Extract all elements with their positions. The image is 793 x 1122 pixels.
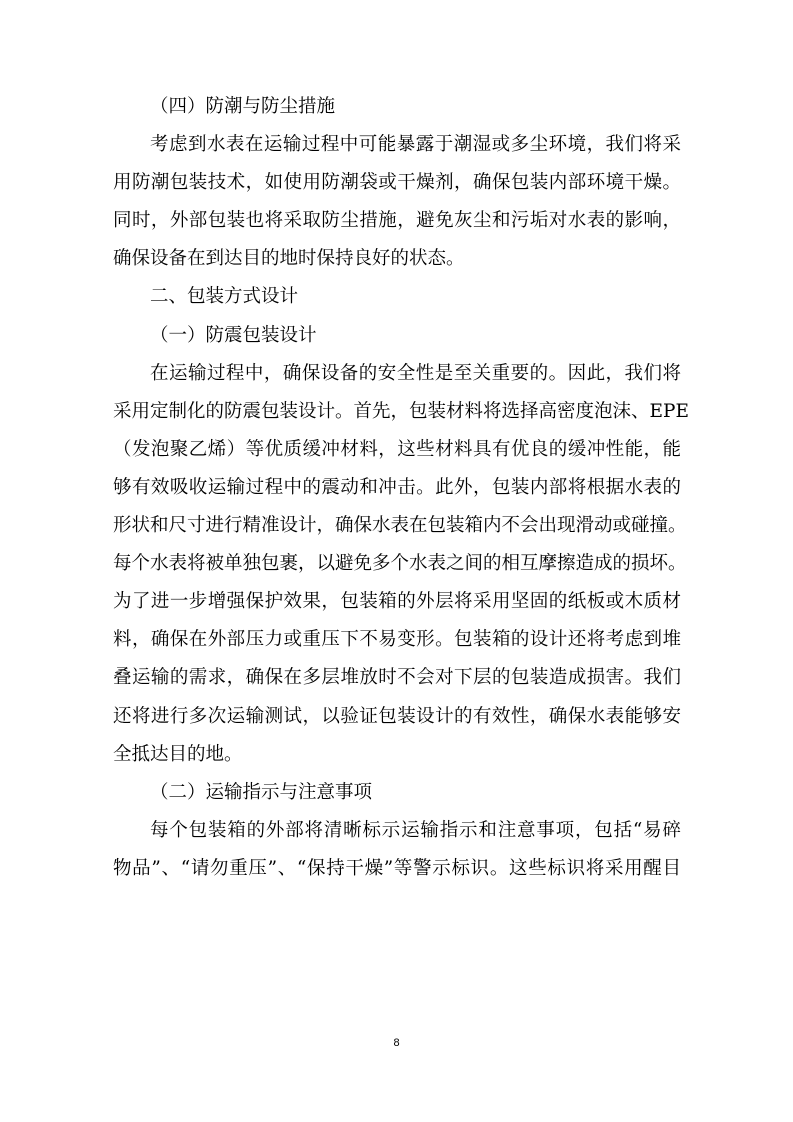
paragraph-line: 确保设备在到达目的地时保持良好的状态。: [113, 248, 465, 270]
paragraph-line: 每个水表将被单独包裹，以避免多个水表之间的相互摩擦造成的损坏。: [113, 553, 687, 575]
paragraph-line: 形状和尺寸进行精准设计，确保水表在包装箱内不会出现滑动或碰撞。: [113, 515, 687, 537]
paragraph-line: 采用定制化的防震包装设计。首先，包装材料将选择高密度泡沫、EPE: [113, 400, 689, 422]
paragraph-line: 物品”、“请勿重压”、“保持干燥”等警示标识。这些标识将采用醒目: [113, 857, 681, 879]
paragraph-line: 为了进一步增强保护效果，包装箱的外层将采用坚固的纸板或木质材: [113, 591, 681, 613]
paragraph-line: 叠运输的需求，确保在多层堆放时不会对下层的包装造成损害。我们: [113, 667, 681, 689]
paragraph-line: 够有效吸收运输过程中的震动和冲击。此外，包装内部将根据水表的: [113, 476, 681, 498]
section-heading-shockproof: （一）防震包装设计: [150, 324, 317, 346]
paragraph-line: 用防潮包装技术，如使用防潮袋或干燥剂，确保包装内部环境干燥。: [113, 172, 681, 194]
paragraph-line: 全抵达目的地。: [113, 743, 243, 765]
paragraph-line: 考虑到水表在运输过程中可能暴露于潮湿或多尘环境，我们将采: [150, 134, 681, 156]
paragraph-line: 在运输过程中，确保设备的安全性是至关重要的。因此，我们将: [150, 362, 681, 384]
section-heading-transport-notes: （二）运输指示与注意事项: [150, 781, 373, 803]
section-heading-moisture-dust: （四）防潮与防尘措施: [150, 96, 336, 117]
paragraph-line: （发泡聚乙烯）等优质缓冲材料，这些材料具有优良的缓冲性能，能: [113, 438, 681, 460]
paragraph-line: 还将进行多次运输测试，以验证包装设计的有效性，确保水表能够安: [113, 705, 681, 727]
page-number: 8: [393, 1037, 400, 1049]
section-heading-packaging-design: 二、包装方式设计: [150, 286, 299, 308]
document-body: [113, 88, 689, 888]
paragraph-line: 每个包装箱的外部将清晰标示运输指示和注意事项，包括“易碎: [150, 819, 681, 841]
paragraph-line: 同时，外部包装也将采取防尘措施，避免灰尘和污垢对水表的影响，: [113, 210, 681, 232]
paragraph-line: 料，确保在外部压力或重压下不易变形。包装箱的设计还将考虑到堆: [113, 629, 681, 651]
